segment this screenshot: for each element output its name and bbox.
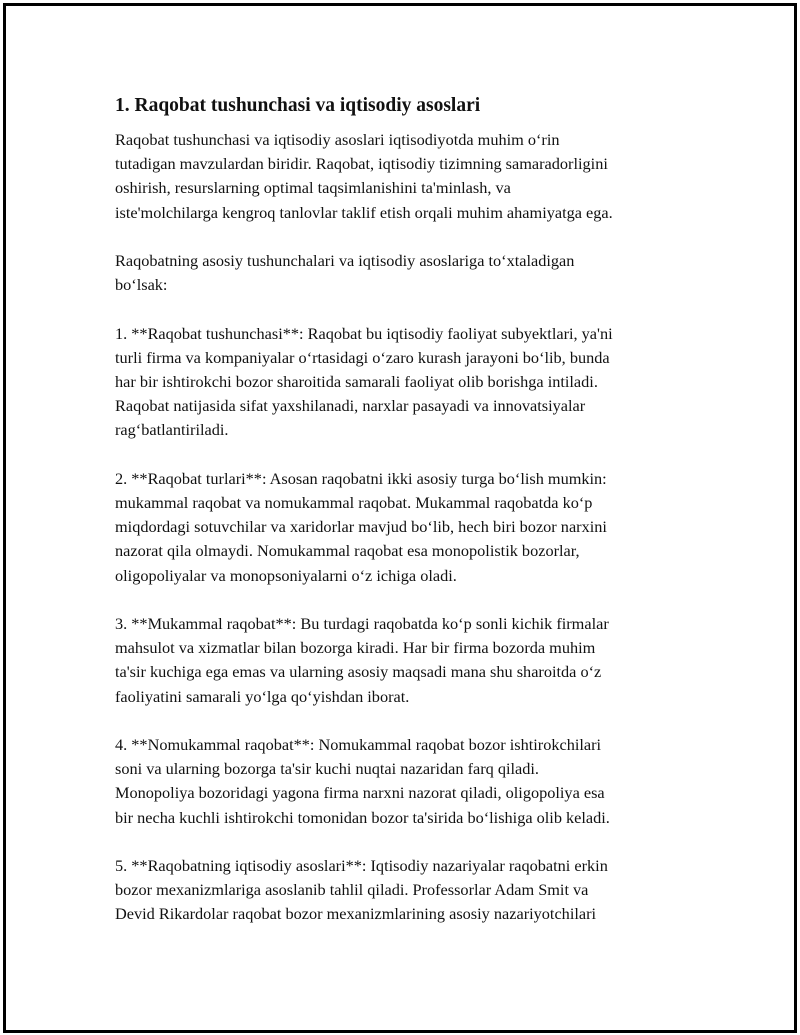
- list-item-imperfect-competition: 4. **Nomukammal raqobat**: Nomukammal raqobat bozor ishtirokchilari soni va ularning bozorga ta'sir kuchi nuqtai nazaridan farq qiladi. Monopoliya bozoridagi yagona firma narxni nazorat qiladi, oligopoliya esa bir necha kuchli ishtirokchi tomonidan bozor ta'sirida bo‘lishiga olib keladi.: [115, 735, 610, 827]
- list-item-competition-types: 2. **Raqobat turlari**: Asosan raqobatni ikki asosiy turga bo‘lish mumkin: mukammal raqobat va nomukammal raqobat. Mukammal raqobatda ko‘p miqdordagi sotuvchilar va xaridorlar mavjud bo‘lib, hech biri bozor narxini nazorat qila olmaydi. Nomukammal raqobat esa monopolistik bozorlar, oligopoliyalar va monopsoniyalarni o‘z ichiga oladi.: [115, 468, 607, 585]
- list-item-competition-concept: 1. **Raqobat tushunchasi**: Raqobat bu iqtisodiy faoliyat subyektlari, ya'ni turli firma va kompaniyalar o‘rtasidagi o‘zaro kurash jarayoni bo‘lib, bunda har bir ishtirokchi bozor sharoitida samarali faoliyat olib borishga intiladi. Raqobat natijasida sifat yaxshilanadi, narxlar pasayadi va innovatsiyalar rag‘batlantiriladi.: [115, 323, 613, 440]
- document-title: 1. Raqobat tushunchasi va iqtisodiy asoslari: [115, 95, 481, 116]
- list-item-perfect-competition: 3. **Mukammal raqobat**: Bu turdagi raqobatda ko‘p sonli kichik firmalar mahsulot va xizmatlar bilan bozorga kiradi. Har bir firma bozorda muhim ta'sir kuchiga ega emas va ularning asosiy maqsadi mana shu sharoitda o‘z faoliyatini samarali yo‘lga qo‘yishdan iborat.: [115, 614, 609, 706]
- lead-in-paragraph: Raqobatning asosiy tushunchalari va iqtisodiy asoslariga to‘xtaladigan bo‘lsak:: [115, 251, 575, 295]
- intro-paragraph: Raqobat tushunchasi va iqtisodiy asoslari iqtisodiyotda muhim o‘rin tutadigan mavzulardan biridir. Raqobat, iqtisodiy tizimning samaradorligini oshirish, resurslarning optimal taqsimlanishini ta'minlash, va iste'molchilarga kengroq tanlovlar taklif etish orqali muhim ahamiyatga ega.: [115, 130, 613, 222]
- list-item-economic-foundations: 5. **Raqobatning iqtisodiy asoslari**: Iqtisodiy nazariyalar raqobatni erkin bozor mexanizmlariga asoslanib tahlil qiladi. Professorlar Adam Smit va Devid Rikardolar raqobat bozor mexanizmlarining asosiy nazariyotchilari: [115, 856, 608, 924]
- document-body: [115, 92, 690, 927]
